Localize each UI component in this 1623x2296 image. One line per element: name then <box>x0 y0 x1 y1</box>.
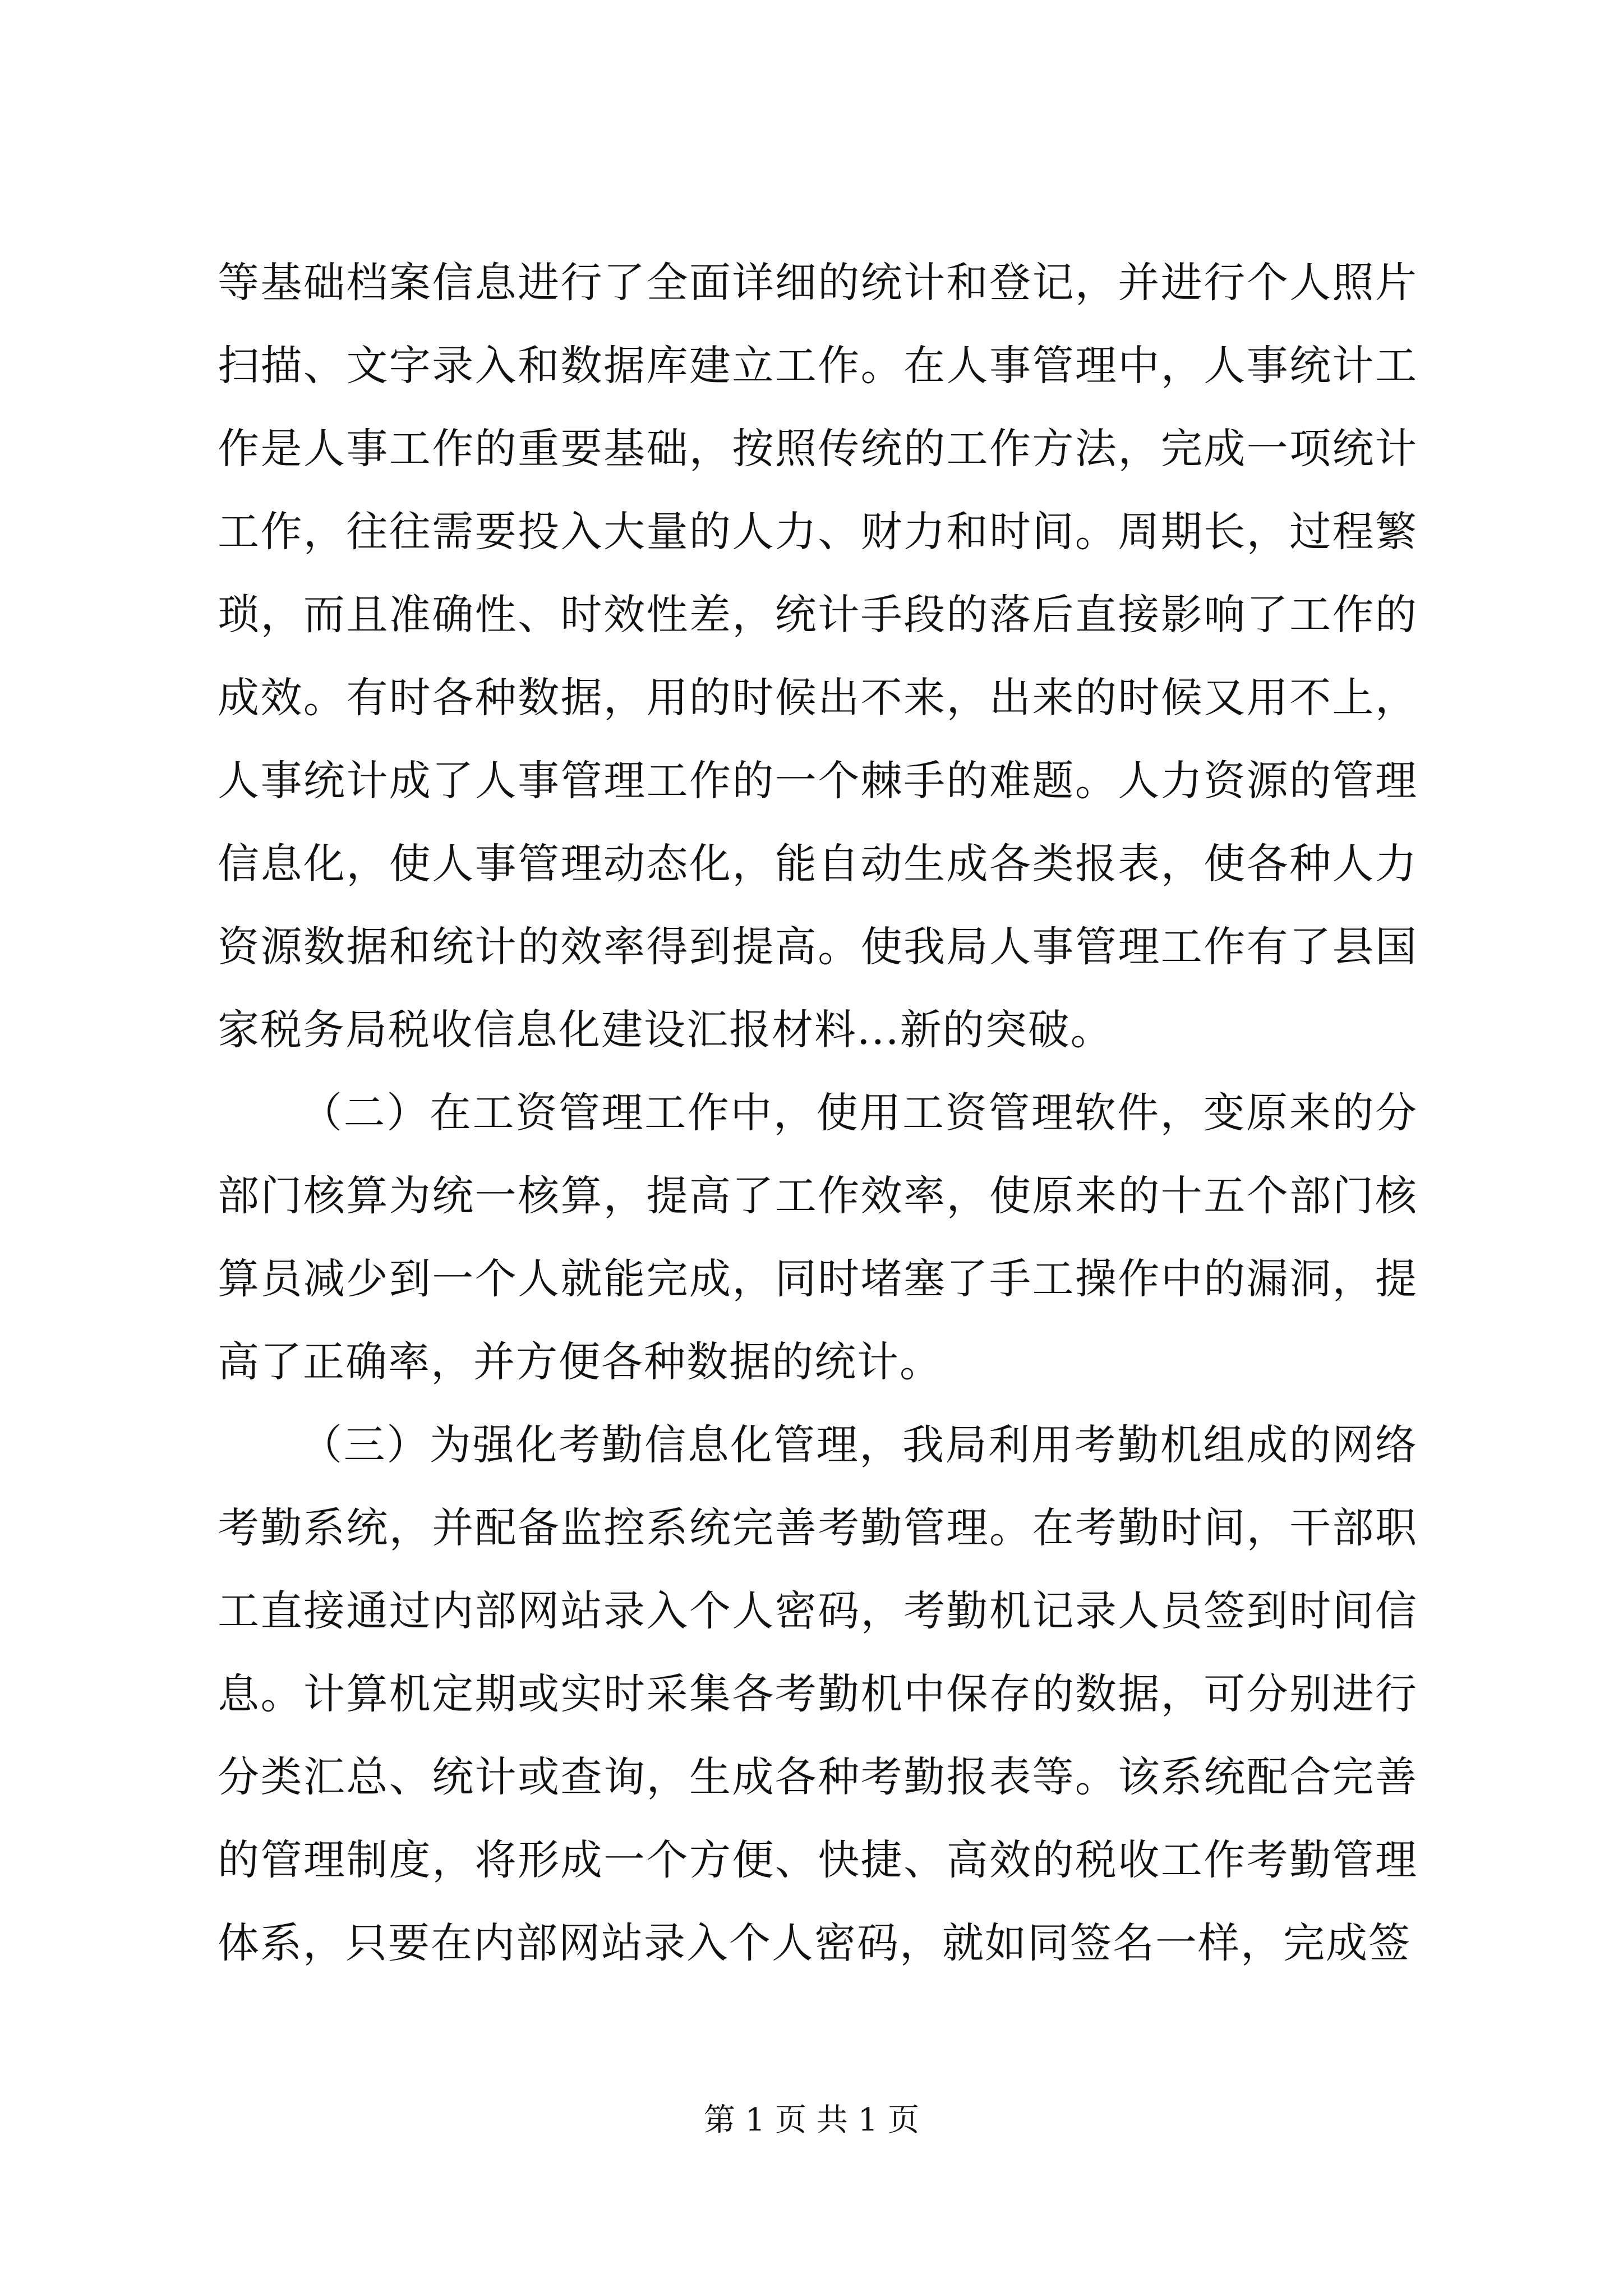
document-body <box>218 241 1418 1985</box>
paragraph-continuation: 等基础档案信息进行了全面详细的统计和登记，并进行个人照片扫描、文字录入和数据库建立工作。在人事管理中，人事统计工作是人事工作的重要基础，按照传统的工作方法，完成一项统计工作，往往需要投入大量的人力、财力和时间。周期长，过程繁琐，而且准确性、时效性差，统计手段的落后直接影响了工作的成效。有时各种数据，用的时候出不来，出来的时候又用不上，人事统计成了人事管理工作的一个棘手的难题。人力资源的管理信息化，使人事管理动态化，能自动生成各类报表，使各种人力资源数据和统计的效率得到提高。使我局人事管理工作有了县国家税务局税收信息化建设汇报材料...新的突破。 <box>218 259 1418 1054</box>
paragraph-attendance-management: （三）为强化考勤信息化管理，我局利用考勤机组成的网络考勤系统，并配备监控系统完善考勤管理。在考勤时间，干部职工直接通过内部网站录入个人密码，考勤机记录人员签到时间信息。计算机定期或实时采集各考勤机中保存的数据，可分别进行分类汇总、统计或查询，生成各种考勤报表等。该系统配合完善的管理制度，将形成一个方便、快捷、高效的税收工作考勤管理体系，只要在内部网站录入个人密码，就如同签名一样，完成签 <box>218 1421 1418 1967</box>
paragraph-salary-management: （二）在工资管理工作中，使用工资管理软件，变原来的分部门核算为统一核算，提高了工作效率，使原来的十五个部门核算员减少到一个人就能完成，同时堵塞了手工操作中的漏洞，提高了正确率，并方便各种数据的统计。 <box>218 1089 1418 1386</box>
page-footer: 第 1 页 共 1 页 <box>703 2102 920 2138</box>
